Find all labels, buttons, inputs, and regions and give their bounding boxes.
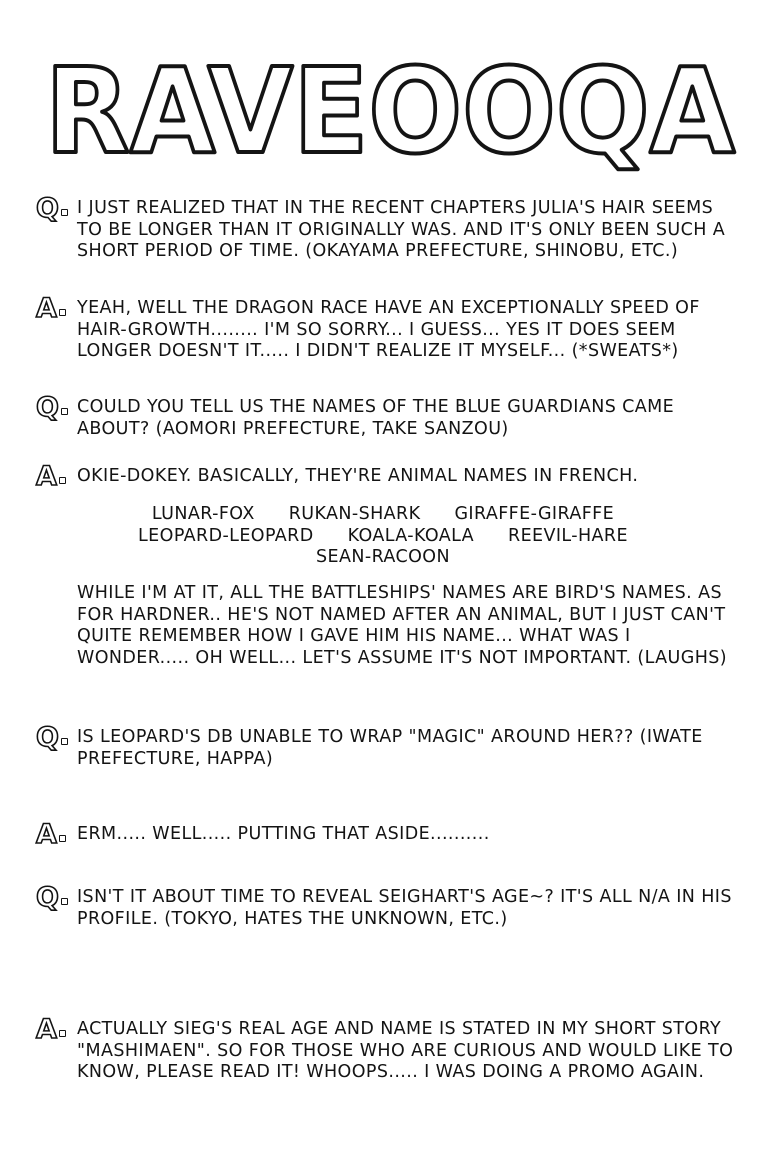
name-item: LEOPARD-LEOPARD (138, 525, 314, 546)
answer-paragraph: WHILE I'M AT IT, ALL THE BATTLESHIPS' NAMES ARE BIRD'S NAMES. AS FOR HARDNER.. HE'S NOT NAMED AFTER AN ANIMAL, BUT I JUST CAN'T QUITE REMEMBER HOW I GAVE HIM HIS NAME... WHAT WAS I WONDER..... OH WELL... LET'S ASSUME IT'S NOT IMPORTANT. (LAUGHS) (77, 583, 727, 668)
answer-marker: A (36, 466, 66, 488)
answer-marker: A (36, 1019, 66, 1041)
question-marker: Q (36, 397, 68, 419)
name-item: LUNAR-FOX (151, 504, 255, 524)
question-text: IS LEOPARD'S DB UNABLE TO WRAP "MAGIC" AROUND HER?? (IWATE PREFECTURE, HAPPA) (77, 727, 703, 769)
answer-text: YEAH, WELL THE DRAGON RACE HAVE AN EXCEPTIONALLY SPEED OF HAIR-GROWTH........ I'M SO SORRY... I GUESS... YES IT DOES SEEM LONGER DOESN'T IT..... I DIDN'T REALIZE IT MYSELF... (*SWEATS*) (77, 298, 700, 361)
question-marker: Q (36, 727, 68, 749)
guardian-names-list (0, 504, 766, 569)
name-item: KOALA-KOALA (347, 525, 475, 546)
name-item: GIRAFFE-GIRAFFE (454, 504, 615, 524)
answer-marker: A (36, 298, 66, 320)
name-item: REEVIL-HARE (508, 525, 628, 546)
question-marker: Q (36, 887, 68, 909)
page-title (40, 52, 740, 172)
answer-text: ERM..... WELL..... PUTTING THAT ASIDE.......... (77, 824, 490, 844)
question-text: I JUST REALIZED THAT IN THE RECENT CHAPTERS JULIA'S HAIR SEEMS TO BE LONGER THAN IT ORIGINALLY WAS. AND IT'S ONLY BEEN SUCH A SHORT PERIOD OF TIME. (OKAYAMA PREFECTURE, SHINOBU, ETC.) (77, 198, 726, 261)
names-row (0, 526, 766, 548)
question-text: ISN'T IT ABOUT TIME TO REVEAL SEIGHART'S AGE~? IT'S ALL N/A IN HIS PROFILE. (TOKYO, HATES THE UNKNOWN, ETC.) (77, 887, 732, 929)
answer-text: ACTUALLY SIEG'S REAL AGE AND NAME IS STATED IN MY SHORT STORY "MASHIMAEN". SO FOR THOSE WHO ARE CURIOUS AND WOULD LIKE TO KNOW, PLEASE READ IT! WHOOPS..... I WAS DOING A PROMO AGAIN. (77, 1019, 734, 1082)
answer-text: OKIE-DOKEY. BASICALLY, THEY'RE ANIMAL NAMES IN FRENCH. (77, 466, 639, 486)
page-title-text: RAVEOOQA (45, 52, 735, 172)
question-text: COULD YOU TELL US THE NAMES OF THE BLUE GUARDIANS CAME ABOUT? (AOMORI PREFECTURE, TAKE SANZOU) (77, 397, 675, 439)
names-row (0, 547, 766, 569)
names-row (0, 504, 766, 526)
name-item: RUKAN-SHARK (288, 504, 421, 524)
answer-marker: A (36, 824, 66, 846)
name-item: SEAN-RACOON (316, 547, 450, 567)
question-marker: Q (36, 198, 68, 220)
